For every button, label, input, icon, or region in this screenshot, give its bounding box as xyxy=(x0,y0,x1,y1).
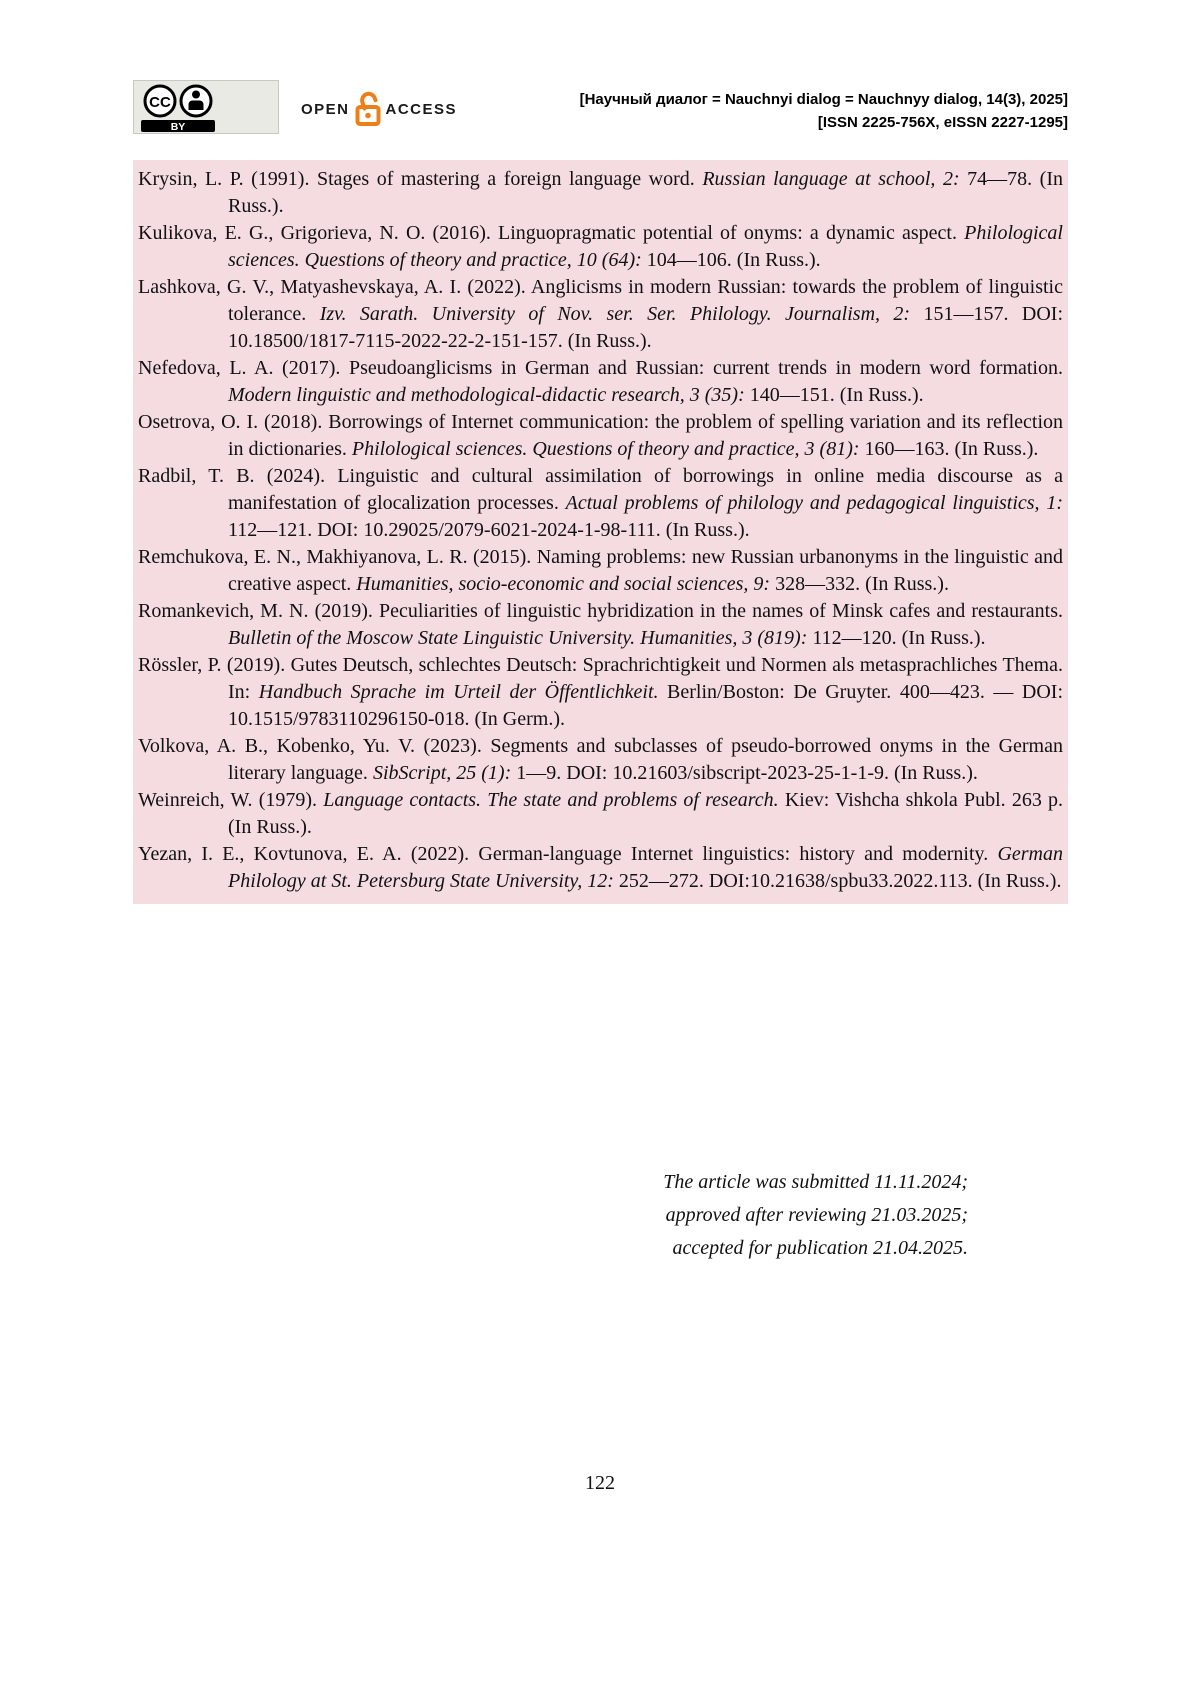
reference-source-italic: German Philology at St. Petersburg State University, 12: xyxy=(228,843,1063,892)
reference-text-segment: 1—9. DOI: 10.21603/sibscript-2023-25-1-1-9. (In Russ.). xyxy=(511,762,978,784)
reference-source-italic: Handbuch Sprache im Urteil der Öffentlichkeit. xyxy=(258,681,659,703)
references-highlight-block xyxy=(133,160,1068,904)
reference-source-italic: Izv. Sarath. University of Nov. ser. Ser. Philology. Journalism, 2: xyxy=(319,303,911,325)
reference-text-segment: Rössler, P. (2019). Gutes Deutsch, schlechtes Deutsch: Sprachrichtigkeit und Normen als metasprachliches Thema. In: xyxy=(138,654,1063,703)
reference-text-segment: 140—151. (In Russ.). xyxy=(744,384,924,406)
reference-text-segment: Volkova, A. B., Kobenko, Yu. V. (2023). Segments and subclasses of pseudo-borrowed onyms in the German literary language. xyxy=(138,735,1063,784)
person-head xyxy=(192,91,200,99)
by-label: BY xyxy=(170,121,186,133)
reference-text-segment: Krysin, L. P. (1991). Stages of mastering a foreign language word. xyxy=(138,168,703,190)
reference-text-segment: Romankevich, M. N. (2019). Peculiarities of linguistic hybridization in the names of Minsk cafes and restaurants. xyxy=(138,600,1063,622)
reference-text-segment: Kulikova, E. G., Grigorieva, N. O. (2016). Linguopragmatic potential of onyms: a dynamic aspect. xyxy=(138,222,965,244)
reference-entry xyxy=(138,409,1063,463)
reference-source-italic: Philological sciences. Questions of theory and practice, 10 (64): xyxy=(228,222,1063,271)
reference-source-italic: Russian language at school, 2: xyxy=(702,168,960,190)
page-number: 122 xyxy=(585,1472,615,1494)
open-access-logo xyxy=(301,90,457,128)
reference-entry xyxy=(138,787,1063,841)
reference-text-segment: Remchukova, E. N., Makhiyanova, L. R. (2015). Naming problems: new Russian urbanonyms in the linguistic and creative aspect. xyxy=(138,546,1063,595)
issn-line: [ISSN 2225-756X, eISSN 2227-1295] xyxy=(817,114,1068,131)
reference-text-segment: Weinreich, W. (1979). xyxy=(138,789,324,811)
reference-text-segment: 151—157. DOI: 10.18500/1817-7115-2022-22-2-151-157. (In Russ.). xyxy=(228,303,1064,352)
header-badges xyxy=(133,80,457,139)
reference-entry xyxy=(138,598,1063,652)
reference-text-segment: Osetrova, O. I. (2018). Borrowings of Internet communication: the problem of spelling variation and its reflection in dictionaries. xyxy=(138,411,1063,460)
reference-text-segment: 328—332. (In Russ.). xyxy=(770,573,949,595)
reference-source-italic: Humanities, socio-economic and social sciences, 9: xyxy=(356,573,771,595)
submission-line: The article was submitted 11.11.2024; xyxy=(663,1171,968,1193)
reference-text-segment: Kiev: Vishcha shkola Publ. 263 p. (In Russ.). xyxy=(228,789,1063,838)
reference-entry xyxy=(138,652,1063,733)
reference-entry xyxy=(138,274,1063,355)
reference-source-italic: Philological sciences. Questions of theory and practice, 3 (81): xyxy=(351,438,860,460)
reference-text-segment: 112—121. DOI: 10.29025/2079-6021-2024-1-98-111. (In Russ.). xyxy=(228,519,750,541)
reference-entry xyxy=(138,355,1063,409)
reference-source-italic: Bulletin of the Moscow State Linguistic University. Humanities, 3 (819): xyxy=(228,627,808,649)
reference-source-italic: SibScript, 25 (1): xyxy=(372,762,512,784)
journal-header xyxy=(580,88,1068,134)
reference-text-segment: 252—272. DOI:10.21638/spbu33.2022.113. (In Russ.). xyxy=(613,870,1062,892)
reference-text-segment: Berlin/Boston: De Gruyter. 400—423. — DOI: 10.1515/9783110296150-018. (In Germ.). xyxy=(228,681,1063,730)
submission-dates xyxy=(133,1166,968,1265)
reference-text-segment: 160—163. (In Russ.). xyxy=(859,438,1039,460)
reference-text-segment: Lashkova, G. V., Matyashevskaya, A. I. (2022). Anglicisms in modern Russian: towards the problem of linguistic tolerance. xyxy=(138,276,1063,325)
journal-title-line: [Научный диалог = Nauchnyi dialog = Nauchnyy dialog, 14(3), 2025] xyxy=(579,91,1068,108)
person-body xyxy=(189,101,204,111)
reference-entry xyxy=(138,841,1063,895)
cc-icon-label: CC xyxy=(149,94,171,111)
reference-source-italic: Modern linguistic and methodological-didactic research, 3 (35): xyxy=(228,384,745,406)
cc-by-badge-graphic xyxy=(133,80,279,134)
reference-entry xyxy=(138,463,1063,544)
reference-text-segment: Radbil, T. B. (2024). Linguistic and cultural assimilation of borrowings in online media discourse as a manifestation of glocalization processes. xyxy=(138,465,1063,514)
open-lock-icon xyxy=(355,90,381,128)
reference-source-italic: Language contacts. The state and problems of research. xyxy=(323,789,779,811)
reference-entry xyxy=(138,544,1063,598)
reference-entry xyxy=(138,220,1063,274)
submission-line: accepted for publication 21.04.2025. xyxy=(672,1237,968,1259)
reference-entry xyxy=(138,166,1063,220)
reference-entry xyxy=(138,733,1063,787)
open-access-word-access: ACCESS xyxy=(385,100,458,118)
cc-by-badge xyxy=(133,80,279,139)
open-access-word-open: OPEN xyxy=(301,100,350,118)
reference-text-segment: 74—78. (In Russ.). xyxy=(228,168,1063,217)
reference-source-italic: Actual problems of philology and pedagogical linguistics, 1: xyxy=(565,492,1064,514)
reference-text-segment: Nefedova, L. A. (2017). Pseudoanglicisms in German and Russian: current trends in modern word formation. xyxy=(138,357,1063,379)
reference-text-segment: 104—106. (In Russ.). xyxy=(641,249,821,271)
submission-line: approved after reviewing 21.03.2025; xyxy=(665,1204,968,1226)
reference-text-segment: Yezan, I. E., Kovtunova, E. A. (2022). German-language Internet linguistics: history and modernity. xyxy=(138,843,998,865)
reference-text-segment: 112—120. (In Russ.). xyxy=(807,627,986,649)
